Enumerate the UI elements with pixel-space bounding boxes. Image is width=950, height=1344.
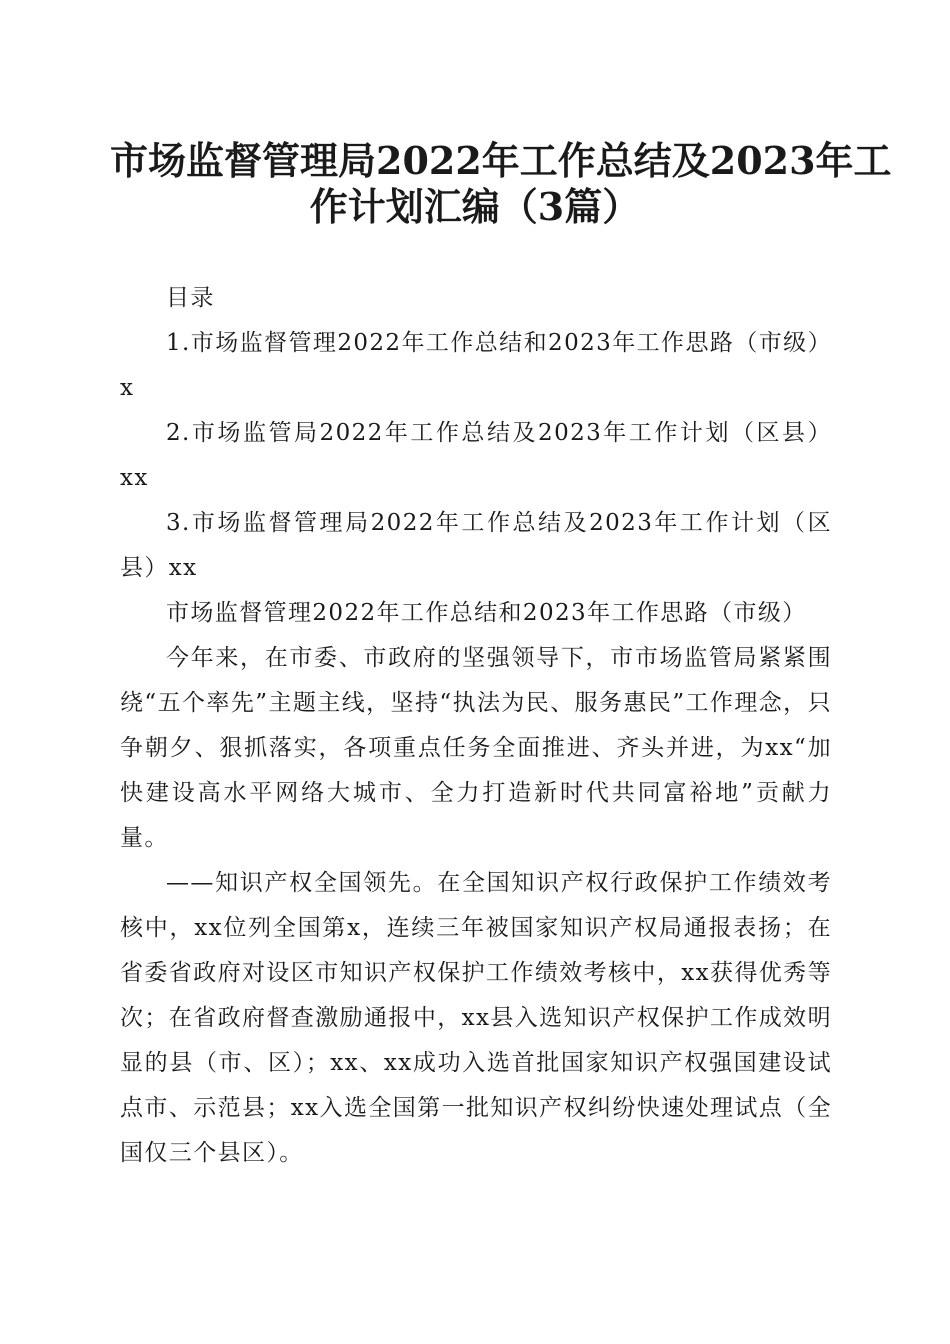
document-title-line-1: 市场监督管理局2022年工作总结及2023年工 [110, 138, 892, 183]
toc-item-1: 1.市场监督管理2022年工作总结和2023年工作思路（市级）x [120, 330, 832, 401]
toc-item-2: 2.市场监管局2022年工作总结及2023年工作计划（区县）xx [120, 420, 832, 491]
section-heading: 市场监督管理2022年工作总结和2023年工作思路（市级） [166, 600, 807, 626]
paragraph-ip: ——知识产权全国领先。在全国知识产权行政保护工作绩效考核中，xx位列全国第x，连续三年被国家知识产权局通报表扬；在省委省政府对设区市知识产权保护工作绩效考核中，xx获得优秀等次；在省政府督查激励通报中，xx县入选知识产权保护工作成效明显的县（市、区）；xx、xx成功入选首批国家知识产权强国建设试点市、示范县；xx入选全国第一批知识产权纠纷快速处理试点（全国仅三个县区）。 [120, 870, 832, 1166]
document-body [120, 276, 832, 1176]
toc-item-3: 3.市场监督管理局2022年工作总结及2023年工作计划（区县）xx [120, 510, 832, 581]
document-title-line-2: 作计划汇编（3篇） [309, 184, 641, 229]
toc-heading: 目录 [166, 285, 215, 311]
paragraph-intro: 今年来，在市委、市政府的坚强领导下，市市场监管局紧紧围绕“五个率先”主题主线，坚持“执法为民、服务惠民”工作理念，只争朝夕、狠抓落实，各项重点任务全面推进、齐头并进，为xx“加快建设高水平网络大城市、全力打造新时代共同富裕地”贡献力量。 [120, 645, 832, 851]
